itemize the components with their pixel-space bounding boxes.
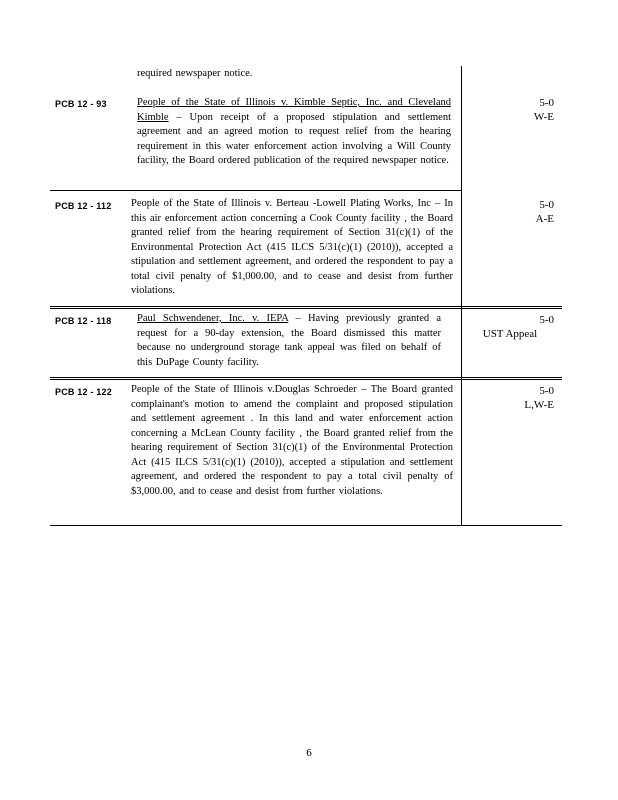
row-divider: [50, 308, 562, 309]
table-bottom-border: [50, 525, 562, 526]
case-type: UST Appeal: [482, 328, 538, 340]
case-type: A-E: [535, 213, 554, 225]
row-divider: [50, 190, 462, 191]
case-type: W-E: [533, 111, 554, 123]
vote-block: [470, 198, 554, 226]
case-number: PCB 12 - 112: [55, 201, 112, 211]
row-divider: [50, 379, 562, 380]
vote-count: 5-0: [539, 199, 554, 211]
row-divider: [50, 306, 562, 307]
vote-block: [470, 384, 554, 412]
row-divider: [50, 377, 562, 378]
column-divider: [461, 66, 462, 526]
vote-count: 5-0: [539, 97, 554, 109]
case-number: PCB 12 - 122: [55, 387, 112, 397]
case-body: – Having previously granted a request for a 90-day extension, the Board dismissed this matter because no underground storage tank appeal was filed on behalf of this DuPage County facility.: [137, 313, 441, 368]
case-body: – Upon receipt of a proposed stipulation and settlement agreement and an agreed motion to request relief from the hearing requirement in this water enforcement action involving a Will County facility, the Board ordered publication of the required newspaper notice.: [137, 111, 451, 166]
case-body: People of the State of Illinois v.Douglas Schroeder – The Board granted complainant's motion to amend the complaint and proposed stipulation and settlement agreement . In this land and water enforcement action concerning a McLean County facility , the Board granted relief from the hearing requirement of Section 31(c)(1) of the Environmental Protection Act (415 ILCS 5/31(c)(1) (2010)), accepted a stipulation and settlement agreement, and ordered the respondent to pay a total civil penalty of $3,000.00, and to cease and desist from further violations.: [131, 384, 453, 497]
case-description: [131, 197, 453, 299]
vote-block: [470, 96, 554, 124]
case-description: [131, 383, 453, 499]
case-title: People of the State of Illinois v. Kimble Septic, Inc. and Cleveland Kimble: [137, 97, 451, 123]
case-body: People of the State of Illinois v. Berteau -Lowell Plating Works, Inc – In this air enforcement action concerning a Cook County facility , the Board granted relief from the hearing requirement of Section 31(c)(1) of the Environmental Protection Act (415 ILCS 5/31(c)(1) (2010)), accepted a stipulation and settlement agreement, and ordered the respondent to pay a total civil penalty of $1,000.00, and to cease and desist from further violations.: [131, 198, 453, 296]
case-number: PCB 12 - 118: [55, 316, 112, 326]
case-title: Paul Schwendener, Inc. v. IEPA: [137, 313, 289, 324]
continuation-text: required newspaper notice.: [137, 68, 253, 79]
vote-count: 5-0: [539, 385, 554, 397]
case-number: PCB 12 - 93: [55, 99, 107, 109]
vote-block: [466, 313, 554, 341]
case-description: [137, 312, 441, 370]
case-type: L,W-E: [524, 399, 554, 411]
vote-count: 5-0: [539, 314, 554, 326]
case-description: [137, 96, 451, 169]
page-number: 6: [306, 747, 312, 759]
